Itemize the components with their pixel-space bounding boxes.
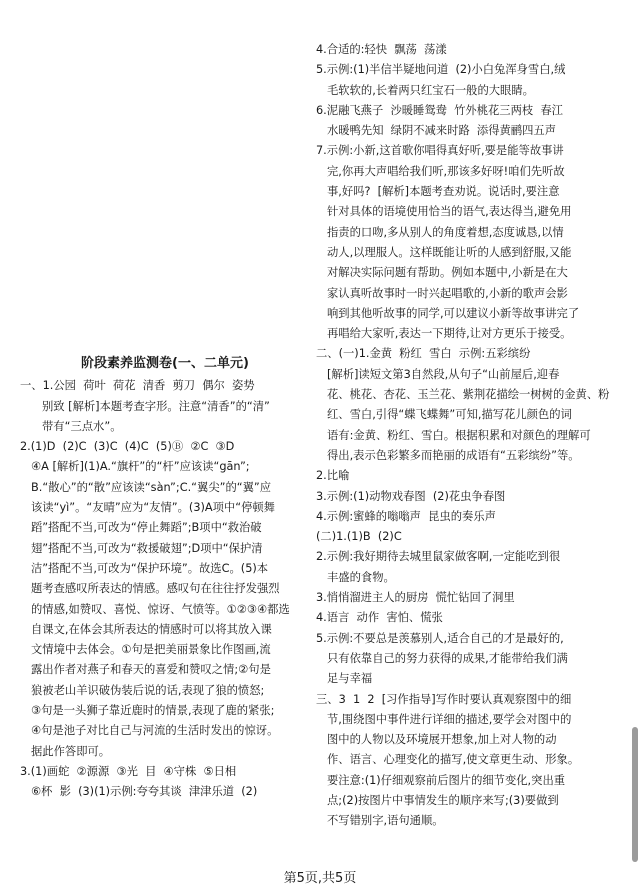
page-footer bbox=[0, 865, 640, 893]
answer-line: 完,你再大声唱给我们听,那该多好呀!咱们先听故 bbox=[327, 164, 565, 178]
answer-line: 3.示例:(1)动物戏春图 (2)花虫争春图 bbox=[316, 489, 506, 503]
answer-line: 带有“三点水”。 bbox=[42, 419, 122, 433]
section-title: 阶段素养监测卷(一、二单元) bbox=[81, 356, 249, 371]
answer-line: 2.示例:我好期待去城里鼠家做客啊,一定能吃到很 bbox=[316, 550, 561, 564]
answer-line: 图中的人物以及环境展开想象,加上对人物的动 bbox=[327, 733, 557, 747]
answer-line: 三、3 1 2 [习作指导]写作时要认真观察图中的细 bbox=[316, 692, 572, 706]
answer-line: 得出,表示色彩繁多而艳丽的成语有“五彩缤纷”等。 bbox=[327, 448, 580, 462]
answer-line: 不写错别字,语句通顺。 bbox=[327, 814, 444, 828]
answer-line: 4.合适的:轻快 飘荡 荡漾 bbox=[316, 43, 447, 56]
answer-line: 足与幸福 bbox=[327, 672, 373, 686]
answer-line: 动人,以理服人。这样既能让听的人感到舒服,又能 bbox=[327, 245, 572, 259]
answer-line: 洁”搭配不当,可改为“保护环境”。故选C。(5)本 bbox=[31, 561, 269, 575]
answer-line: 响到其他听故事的同学,可以建议小新等故事讲完了 bbox=[327, 306, 580, 320]
answer-line: 据此作答即可。 bbox=[31, 744, 111, 758]
answer-line: 事,好吗? [解析]本题考查劝说。说话时,要注意 bbox=[327, 185, 560, 199]
answer-line: 的情感,如赞叹、喜悦、惊讶、气愤等。①②③④都选 bbox=[31, 602, 290, 616]
vertical-scrollbar[interactable] bbox=[632, 727, 638, 862]
answer-line: B.“散心”的“散”应该读“sàn”;C.“翼尖”的“翼”应 bbox=[31, 480, 272, 494]
answer-line: 丰盛的食物。 bbox=[327, 570, 395, 584]
answer-line: 作、语言、心理变化的描写,使文章更生动、形象。 bbox=[327, 753, 580, 767]
answer-line: 家认真听故事时一时兴起唱歌的,小新的歌声会影 bbox=[327, 286, 568, 300]
answer-line: 点;(2)按图片中事情发生的顺序来写;(3)要做到 bbox=[327, 793, 559, 807]
answer-line: 3.悄悄溜进主人的厨房 慌忙钻回了洞里 bbox=[316, 591, 515, 605]
answer-line: 对解决实际问题有帮助。例如本题中,小新是在大 bbox=[327, 266, 568, 280]
answer-line: 5.示例:(1)半信半疑地问道 (2)小白兔浑身雪白,绒 bbox=[316, 63, 566, 77]
answer-line: 5.示例:不要总是羡慕别人,适合自己的才是最好的, bbox=[316, 631, 564, 645]
answer-line: 别致 [解析]本题考查字形。注意“清香”的“清” bbox=[42, 399, 270, 413]
answer-line: 4.示例:蜜蜂的嗡嗡声 昆虫的奏乐声 bbox=[316, 509, 496, 523]
answer-line: ⑥杯 影 (3)(1)示例:夸夸其谈 津津乐道 (2) bbox=[31, 785, 258, 799]
answer-line: 狼被老山羊识破伪装后说的话,表现了狼的愤怒; bbox=[31, 683, 265, 697]
answer-line: 4.语言 动作 害怕、慌张 bbox=[316, 611, 443, 625]
answer-line: 节,围绕图中事件进行详细的描述,要学会对图中的 bbox=[327, 712, 572, 726]
answer-line: 该读“yì”。“友晴”应为“友情”。(3)A项中“停顿舞 bbox=[31, 501, 275, 515]
answer-line: 3.(1)画蛇 ②源源 ③光 目 ④守株 ⑤日相 bbox=[20, 764, 237, 778]
answer-line: 翅”搭配不当,可改为“救援破翅”;D项中“保护清 bbox=[31, 541, 263, 555]
answer-line: 6.泥融飞燕子 沙暖睡鸳鸯 竹外桃花三两枝 春江 bbox=[316, 103, 563, 117]
right-column bbox=[316, 40, 620, 832]
answer-line: 自课文,在体会其所表达的情感时可以将其放入课 bbox=[31, 622, 272, 636]
answer-line: 要注意:(1)仔细观察前后图片的细节变化,突出重 bbox=[327, 773, 566, 787]
answer-line: 蹈”搭配不当,可改为“停止舞蹈”;B项中“救治破 bbox=[31, 521, 262, 535]
answer-line: 针对具体的语境使用恰当的语气,表达得当,避免用 bbox=[327, 205, 572, 219]
answer-line: 题考查感叹所表达的情感。感叹句在往往抒发强烈 bbox=[31, 582, 280, 596]
answer-line: [解析]读短文第3自然段,从句子“山前屋后,迎春 bbox=[327, 367, 560, 381]
answer-line: 指责的口吻,多从别人的角度着想,态度诚恳,以情 bbox=[327, 225, 564, 239]
answer-line: ④A [解析](1)A.“旗杆”的“杆”应该读“gān”; bbox=[31, 460, 250, 474]
answer-line: 毛软软的,长着两只红宝石一般的大眼睛。 bbox=[327, 83, 534, 97]
left-column bbox=[20, 354, 310, 803]
answer-line: 再唱给大家听,表达一下期待,让对方更乐于接受。 bbox=[327, 327, 572, 341]
answer-line: 花、桃花、杏花、玉兰花、紫荆花描绘一树树的金黄、粉 bbox=[327, 388, 610, 402]
answer-line: 7.示例:小新,这首歌你唱得真好听,要是能等故事讲 bbox=[316, 144, 564, 158]
answer-line: 文情境中去体会。①句是把美丽景象比作图画,流 bbox=[31, 643, 271, 657]
answer-line: 水暖鸭先知 绿阴不减来时路 添得黄鹂四五声 bbox=[327, 124, 557, 138]
answer-line: 一、1.公园 荷叶 荷花 清香 剪刀 偶尔 姿势 bbox=[20, 379, 255, 393]
answer-line: ④句是池子对比自己与河流的生活时发出的惊讶。 bbox=[31, 724, 279, 738]
answer-line: 露出作者对燕子和春天的喜爱和赞叹之情;②句是 bbox=[31, 663, 271, 677]
answer-line: 语有:金黄、粉红、雪白。根据积累和对颜色的理解可 bbox=[327, 428, 591, 442]
answer-line: 2.(1)D (2)C (3)C (4)C (5)Ⓑ ②C ③D bbox=[20, 440, 235, 454]
answer-line: 二、(一)1.金黄 粉红 雪白 示例:五彩缤纷 bbox=[316, 347, 531, 361]
answer-line: 2.比喻 bbox=[316, 469, 350, 483]
answer-line: 红、雪白,引得“蝶飞蝶舞”可知,描写花儿颜色的词 bbox=[327, 408, 572, 422]
answer-line: (二)1.(1)B (2)C bbox=[316, 530, 402, 544]
answer-line: ③句是一头狮子靠近鹿时的情景,表现了鹿的紧张; bbox=[31, 704, 275, 718]
page-number-label: 第5页,共5页 bbox=[283, 871, 357, 886]
answer-line: 只有依靠自己的努力获得的成果,才能带给我们满 bbox=[327, 651, 568, 665]
